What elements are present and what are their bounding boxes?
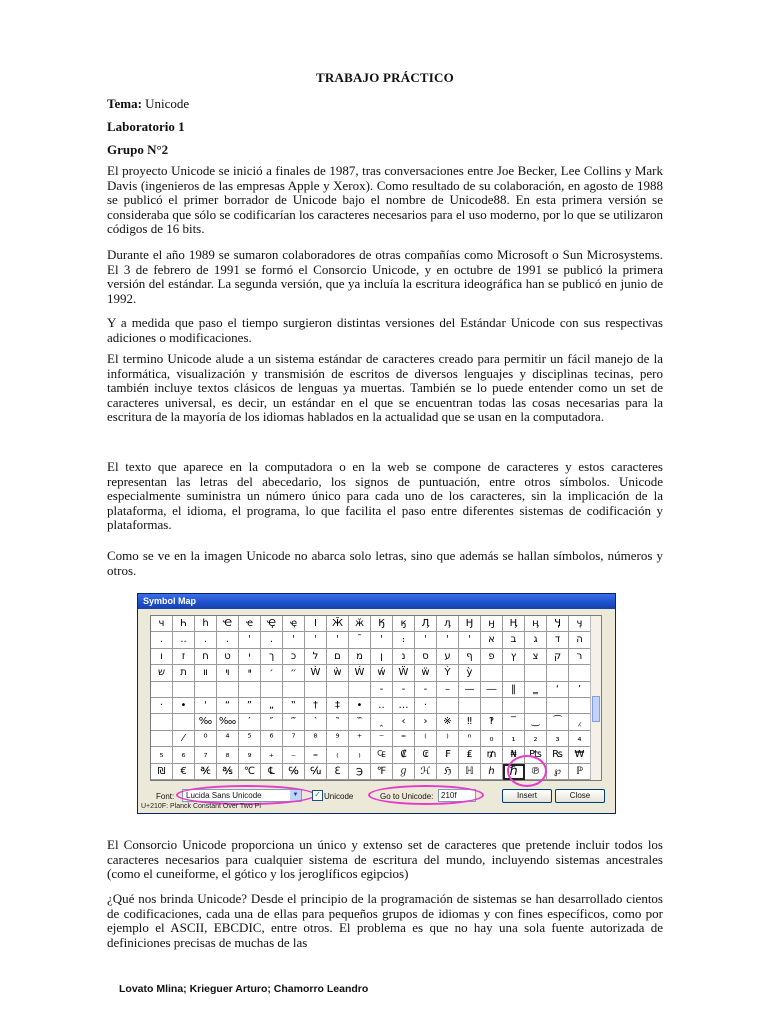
symbol-cell[interactable]: Һ [173,616,195,632]
symbol-cell[interactable]: Ӈ [459,616,481,632]
symbol-cell[interactable]: ‼ [459,714,481,730]
symbol-cell[interactable]: ⁵ [239,731,261,747]
symbol-cell[interactable]: ⁴ [217,731,239,747]
symbol-cell[interactable]: ⁽ [415,731,437,747]
grupo-label: Grupo N°2 [107,142,169,157]
symbol-cell[interactable]: ℏ [503,764,525,780]
symbol-cell[interactable]: † [305,698,327,714]
symbol-cell[interactable]: ז [173,649,195,665]
symbol-cell[interactable]: ₥ [481,747,503,763]
symbol-cell[interactable]: ҿ [283,616,305,632]
symbol-cell[interactable] [239,682,261,698]
symbol-cell[interactable]: - [393,682,415,698]
symbol-cell[interactable]: ℅ [283,764,305,780]
symbol-cell[interactable]: ' [283,632,305,648]
symbol-cell[interactable]: ӌ [569,616,591,632]
symbol-cell[interactable]: ӂ [349,616,371,632]
symbol-cell[interactable]: . [151,632,173,648]
symbol-cell[interactable]: … [393,698,415,714]
symbol-cell[interactable] [151,714,173,730]
symbol-cell[interactable] [547,665,569,681]
symbol-cell[interactable]: - [415,682,437,698]
scrollbar-thumb[interactable] [592,696,600,722]
symbol-cell[interactable]: Ẃ [349,665,371,681]
symbol-cell[interactable]: ₈ [217,747,239,763]
symbol-cell[interactable]: ‥ [371,698,393,714]
symbol-cell[interactable] [525,665,547,681]
symbol-cell[interactable]: ℃ [239,764,261,780]
symbol-cell[interactable]: Ӏ [305,616,327,632]
symbol-cell[interactable]: Ӌ [547,616,569,632]
symbol-cell[interactable]: ר [569,649,591,665]
symbol-cell[interactable]: ₋ [283,747,305,763]
symbol-cell[interactable]: ₧ [525,747,547,763]
symbol-cell[interactable] [503,665,525,681]
symbol-cell[interactable]: ₉ [239,747,261,763]
symbol-cell[interactable]: ג [525,632,547,648]
symbol-cell[interactable]: ' [327,632,349,648]
symbol-cell[interactable]: ҽ [239,616,261,632]
symbol-cell[interactable]: ⁶ [261,731,283,747]
symbol-cell[interactable]: ׳ [261,665,283,681]
symbol-cell[interactable]: ″ [261,714,283,730]
grid-scrollbar[interactable] [590,616,601,780]
symbol-cell[interactable]: ‿ [525,714,547,730]
symbol-cell[interactable]: ℌ [437,764,459,780]
symbol-cell[interactable]: ⁷ [283,731,305,747]
symbol-cell[interactable]: Ҿ [261,616,283,632]
symbol-cell[interactable]: € [173,764,195,780]
paragraph-6: Como se ve en la imagen Unicode no abarca solo letras, sino que además se hallan símbolos, números y otros. [107,548,663,578]
paragraph-2: Durante el año 1989 se sumaron colaboradores de otras compañías como Microsoft o Sun Microsystems. El 3 de febrero de 1991 se formó el Consorcio Unicode, y en octubre de 1991 se publicó la primera versión del estándar. La segunda versión, que ya incluía la escritura ideográfica han se publicó en junio de 1992. [107,247,663,306]
symbol-cell[interactable]: ‵ [305,714,327,730]
symbol-cell[interactable]: ₍ [327,747,349,763]
symbol-cell[interactable]: “ [217,698,239,714]
goto-label: Go to Unicode: [380,792,434,801]
symbol-cell[interactable]: צ [525,649,547,665]
paragraph-3: Y a medida que paso el tiempo surgieron distintas versiones del Estándar Unicode con sus respectivas adiciones o modificaciones. [107,315,663,345]
symbol-cell[interactable]: ※ [437,714,459,730]
paragraph-7: El Consorcio Unicode proporciona un único y extenso set de caracteres que pretende incluir todos los caracteres necesarios para cualquier sistema de escritura del mundo, incluyendo sistemas ancestrales (como el cuneiforme, el gótico y los jeroglíficos egipcios) [107,837,663,882]
symbol-cell[interactable]: ‶ [327,714,349,730]
symbol-cell[interactable]: ₣ [437,747,459,763]
symbol-cell[interactable]: ℘ [547,764,569,780]
symbol-cell[interactable]: ℍ [459,764,481,780]
symbol-cell[interactable]: ש [151,665,173,681]
symbol-cell[interactable]: ℄ [261,764,283,780]
symbol-cell[interactable]: .. [173,632,195,648]
symbol-cell[interactable]: Ӂ [327,616,349,632]
symbol-cell[interactable]: ⁀ [547,714,569,730]
goto-unicode-input[interactable]: 210f [438,789,476,802]
paragraph-5: El texto que aparece en la computadora o en la web se compone de caracteres y estos caracteres representan las letras del abecedario, los signos de puntuación, entre otros símbolos. Unicode especialmente suministra un número único para cada uno de los caracteres, sin la implicación de la plataforma, el idioma, el programa, lo que facilita el paso entre diferentes sistemas de codificación y plataformas. [107,459,663,533]
symbol-cell[interactable]: ⁸ [305,731,327,747]
symbol-cell[interactable]: Ẁ [305,665,327,681]
symbol-cell[interactable]: ℈ [349,764,371,780]
symbol-cell[interactable]: ₀ [481,731,503,747]
symbol-cell[interactable]: ו [151,649,173,665]
symbol-cell[interactable]: ⁁ [569,714,591,730]
symbol-cell[interactable]: ⁄ [173,731,195,747]
symbol-cell[interactable]: ₌ [305,747,327,763]
symbol-cell[interactable]: ₎ [349,747,371,763]
symbol-cell[interactable]: ₂ [525,731,547,747]
symbol-cell[interactable]: – [437,682,459,698]
selection-highlight-circle [507,755,547,787]
symbol-cell[interactable]: ′ [239,714,261,730]
symbol-cell[interactable]: ₤ [459,747,481,763]
symbol-cell[interactable]: ₆ [173,747,195,763]
symbol-cell[interactable] [261,682,283,698]
symbol-cell[interactable]: ‾ [503,714,525,730]
symbol-cell[interactable]: ד [547,632,569,648]
symbol-cell[interactable]: ' [239,632,261,648]
symbol-cell[interactable]: ӈ [481,616,503,632]
symbol-cell[interactable]: ’ [569,682,591,698]
symbol-cell[interactable]: מ [349,649,371,665]
symbol-cell[interactable] [305,682,327,698]
symbol-cell[interactable]: ' [195,698,217,714]
symbol-cell[interactable]: ' [459,632,481,648]
symbol-cell[interactable]: ' [415,632,437,648]
symbol-cell[interactable]: ℇ [327,764,349,780]
symbol-cell[interactable] [283,682,305,698]
status-bar: U+210F: Planck Constant Over Two Pi [141,803,261,810]
symbol-cell[interactable]: ẁ [327,665,349,681]
symbol-cell[interactable]: א [481,632,503,648]
paragraph-4: El termino Unicode alude a un sistema estándar de caracteres creado para permitir un fácil manejo de la informática, visualización y transmisión de escritos de diversos lenguajes y disciplinas tecinas, pero también incluye textos clásicos de lenguas ya muertas. También se lo puede entender como un set de caracteres universal, es decir, un estándar en el que se encuentran todas las cosas necesarias para la escritura de la mayoría de los idiomas hablados en la actualidad que se usan en la computadora. [107,351,663,425]
symbol-cell[interactable]: ӊ [525,616,547,632]
symbol-cell[interactable] [569,665,591,681]
symbol-cell[interactable]: ה [569,632,591,648]
symbol-cell[interactable]: ‸ [371,714,393,730]
symbol-cell[interactable]: ס [415,649,437,665]
symbol-cell[interactable]: - [371,682,393,698]
symbol-cell[interactable] [151,682,173,698]
symbol-cell[interactable]: ״ [283,665,305,681]
symbol-cell[interactable]: Ӄ [371,616,393,632]
symbol-cell[interactable]: ⁺ [349,731,371,747]
symbol-cell[interactable]: ℆ [305,764,327,780]
symbol-cell[interactable]: ⁾ [437,731,459,747]
symbol-cell[interactable]: ח [195,649,217,665]
symbol-cell[interactable]: Ӆ [415,616,437,632]
symbol-cell[interactable]: ב [503,632,525,648]
symbol-cell[interactable]: ₇ [195,747,217,763]
symbol-cell[interactable]: Ẅ [393,665,415,681]
font-dropdown-value: Lucida Sans Unicode [186,791,262,800]
symbol-cell[interactable]: ע [437,649,459,665]
symbol-cell[interactable]: . [261,632,283,648]
symbol-cell[interactable]: Ỳ [437,665,459,681]
symbol-cell[interactable]: — [459,682,481,698]
unicode-checkbox-label: Unicode [324,792,354,801]
symbol-cell[interactable]: ⁹ [327,731,349,747]
symbol-cell[interactable]: һ [195,616,217,632]
tema-line [107,96,189,112]
symbol-cell[interactable]: פ [481,649,503,665]
symbol-cell[interactable]: ₅ [151,747,173,763]
symbol-cell[interactable]: ₊ [261,747,283,763]
symbol-cell[interactable]: ℎ [481,764,503,780]
symbol-cell[interactable]: ₩ [569,747,591,763]
symbol-cell[interactable]: ‡ [327,698,349,714]
symbol-map-titlebar: Symbol Map [138,594,615,609]
symbol-cell[interactable] [525,698,547,714]
symbol-cell[interactable] [503,698,525,714]
symbol-cell[interactable] [173,682,195,698]
symbol-cell[interactable] [459,698,481,714]
symbol-cell[interactable]: ℋ [415,764,437,780]
symbol-cell[interactable]: ₨ [547,747,569,763]
symbol-cell[interactable]: ¯ [349,632,371,648]
symbol-cell[interactable]: ‰ [195,714,217,730]
symbol-cell[interactable]: ף [459,649,481,665]
symbol-cell[interactable]: ‹ [393,714,415,730]
paragraph-8: ¿Qué nos brinda Unicode? Desde el principio de la programación de sistemas se han desarrollado cientos de codificaciones, cada una de ellas para pequeños grupos de idiomas y con fines específicos, como por ejemplo el ASCII, EBCDIC, entre otros. El problema es que no hay una sola fuente autorizada de definiciones precisas de muchas de las [107,891,663,950]
symbol-cell[interactable]: ℁ [217,764,239,780]
symbol-cell[interactable]: ₢ [415,747,437,763]
tema-value: Unicode [141,96,190,111]
symbol-cell[interactable]: ₦ [503,747,525,763]
symbol-cell[interactable]: ℀ [195,764,217,780]
laboratorio-line [107,119,185,135]
symbol-cell[interactable]: ℙ [569,764,591,780]
close-button[interactable]: Close [555,789,605,803]
symbol-cell[interactable]: ' [437,632,459,648]
symbol-cell[interactable]: י [239,649,261,665]
symbol-cell[interactable]: ך [261,649,283,665]
symbol-cell[interactable]: . [195,632,217,648]
symbol-cell[interactable]: ‗ [525,682,547,698]
grupo-line [107,142,168,158]
symbol-cell[interactable]: ₠ [371,747,393,763]
font-label: Font: [156,792,175,801]
symbol-cell[interactable]: נ [393,649,415,665]
symbol-cell[interactable]: ⁼ [393,731,415,747]
symbol-cell[interactable]: ⁰ [195,731,217,747]
symbol-cell[interactable]: „ [261,698,283,714]
symbol-cell[interactable]: ײ [239,665,261,681]
symbol-cell[interactable]: ‧ [415,698,437,714]
symbol-cell[interactable]: ױ [217,665,239,681]
symbol-cell[interactable]: ק [547,649,569,665]
symbol-cell[interactable]: כ [283,649,305,665]
symbol-cell[interactable]: ℊ [393,764,415,780]
insert-button[interactable]: Insert [502,789,552,803]
symbol-cell[interactable]: ‷ [349,714,371,730]
symbol-cell[interactable]: ‘ [547,682,569,698]
symbol-cell[interactable]: װ [195,665,217,681]
symbol-cell[interactable]: › [415,714,437,730]
symbol-cell[interactable] [481,698,503,714]
symbol-cell[interactable] [195,682,217,698]
symbol-cell[interactable]: • [349,698,371,714]
symbol-cell[interactable]: ‽ [481,714,503,730]
symbol-cell[interactable]: . [217,632,239,648]
document-footer: Lovato Mlina; Krieguer Arturo; Chamorro Leandro [119,983,369,995]
tema-label: Tema: [107,96,142,111]
symbol-cell[interactable]: ։ [393,632,415,648]
symbol-cell[interactable] [437,698,459,714]
font-highlight-circle [176,785,316,805]
symbol-cell[interactable]: ỳ [459,665,481,681]
symbol-cell[interactable]: ― [481,682,503,698]
symbol-cell[interactable]: ‱ [217,714,239,730]
symbol-cell[interactable]: ₃ [547,731,569,747]
paragraph-1: El proyecto Unicode se inició a finales de 1987, tras conversaciones entre Joe Becker, Lee Collins y Mark Davis (ingenieros de las empresas Apple y Xerox). Como resultado de su colaboración, en agosto de 1988 se publicó el primer borrador de Unicode bajo el nombre de Unicode88. En esta primera versión se consideraba que sólo se codificarían los caracteres necesarios para el uso moderno, por lo que se utilizaron códigos de 16 bits. [107,163,663,237]
symbol-cell[interactable]: ” [239,698,261,714]
symbol-cell[interactable]: ם [327,649,349,665]
goto-highlight-circle [368,785,484,805]
symbol-cell[interactable]: ⁿ [459,731,481,747]
symbol-cell[interactable]: ן [371,649,393,665]
symbol-cell[interactable]: ₡ [393,747,415,763]
symbol-cell[interactable] [569,698,591,714]
symbol-cell[interactable] [173,714,195,730]
symbol-cell[interactable] [217,682,239,698]
symbol-cell[interactable]: ₄ [569,731,591,747]
symbol-cell[interactable]: ‖ [503,682,525,698]
laboratorio-label: Laboratorio 1 [107,119,185,134]
chevron-down-icon: ▼ [290,790,301,801]
symbol-cell[interactable] [547,698,569,714]
symbol-cell[interactable]: · [151,698,173,714]
symbol-cell[interactable]: ‟ [283,698,305,714]
symbol-cell[interactable]: ℉ [371,764,393,780]
symbol-cell[interactable]: ẅ [415,665,437,681]
symbol-cell[interactable]: ל [305,649,327,665]
symbol-cell[interactable]: Ҽ [217,616,239,632]
symbol-cell[interactable]: ץ [503,649,525,665]
symbol-cell[interactable] [481,665,503,681]
symbol-cell[interactable]: ⁻ [371,731,393,747]
symbol-cell[interactable]: ' [371,632,393,648]
symbol-cell[interactable] [349,682,371,698]
symbol-cell[interactable]: ' [305,632,327,648]
symbol-cell[interactable]: ẃ [371,665,393,681]
symbol-cell[interactable]: ₁ [503,731,525,747]
symbol-cell[interactable] [151,731,173,747]
symbol-cell[interactable]: Ӊ [503,616,525,632]
symbol-cell[interactable]: ₪ [151,764,173,780]
symbol-cell[interactable]: ч [151,616,173,632]
document-title: TRABAJO PRÁCTICO [316,70,454,85]
symbol-cell[interactable]: ℗ [525,764,547,780]
symbol-cell[interactable]: ת [173,665,195,681]
symbol-cell[interactable] [327,682,349,698]
symbol-cell[interactable]: • [173,698,195,714]
symbol-map-window [137,593,616,814]
symbol-cell[interactable]: ט [217,649,239,665]
symbol-cell[interactable]: ӆ [437,616,459,632]
symbol-cell[interactable]: ӄ [393,616,415,632]
unicode-checkbox[interactable]: ✓ [312,790,323,801]
symbol-cell[interactable]: ‴ [283,714,305,730]
